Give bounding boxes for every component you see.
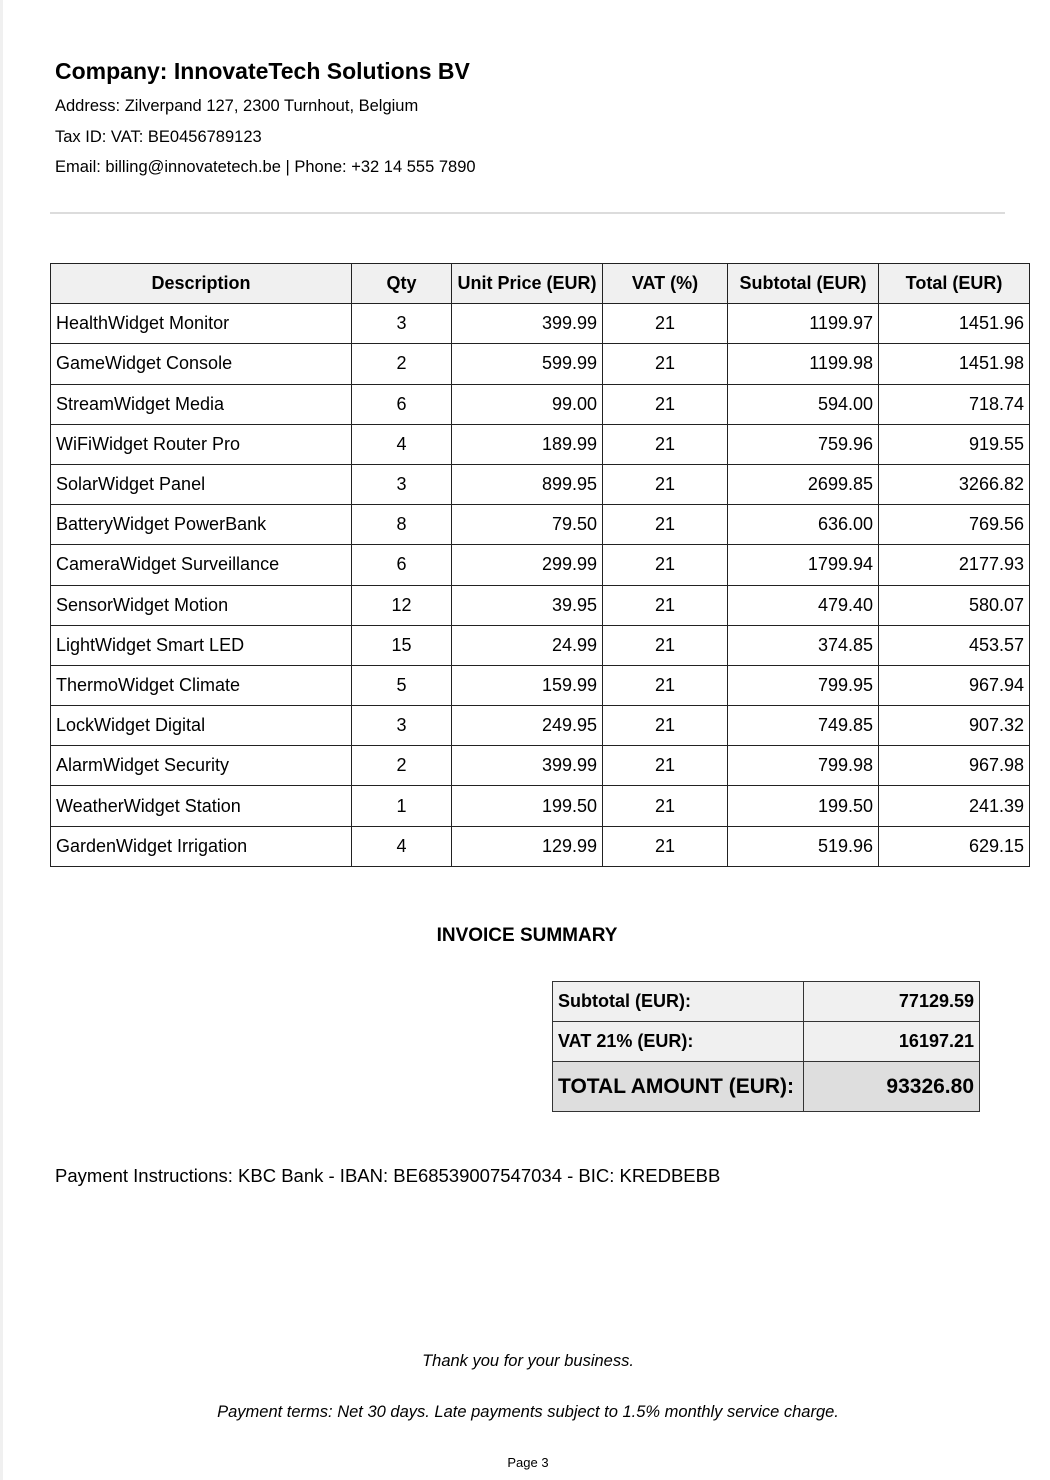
total-label: TOTAL AMOUNT (EUR):	[553, 1062, 804, 1112]
cell-total: 718.74	[879, 384, 1030, 424]
cell-subtotal: 799.95	[728, 665, 879, 705]
cell-vat: 21	[603, 625, 728, 665]
cell-description: ThermoWidget Climate	[51, 665, 352, 705]
cell-vat: 21	[603, 304, 728, 344]
cell-unit-price: 99.00	[452, 384, 603, 424]
cell-description: StreamWidget Media	[51, 384, 352, 424]
cell-qty: 4	[352, 826, 452, 866]
table-row	[51, 746, 1030, 786]
table-row	[51, 424, 1030, 464]
cell-description: BatteryWidget PowerBank	[51, 505, 352, 545]
header-divider	[50, 212, 1005, 214]
total-value: 93326.80	[804, 1062, 980, 1112]
cell-total: 241.39	[879, 786, 1030, 826]
table-row	[51, 826, 1030, 866]
cell-description: GardenWidget Irrigation	[51, 826, 352, 866]
payment-instructions: Payment Instructions: KBC Bank - IBAN: BE68539007547034 - BIC: KREDBEBB	[55, 1165, 721, 1186]
cell-vat: 21	[603, 786, 728, 826]
company-address: Address: Zilverpand 127, 2300 Turnhout, Belgium	[55, 97, 419, 115]
table-row	[51, 585, 1030, 625]
cell-total: 967.98	[879, 746, 1030, 786]
cell-subtotal: 799.98	[728, 746, 879, 786]
vat-label: VAT 21% (EUR):	[553, 1022, 804, 1062]
cell-qty: 3	[352, 464, 452, 504]
cell-description: GameWidget Console	[51, 344, 352, 384]
cell-subtotal: 519.96	[728, 826, 879, 866]
table-row	[51, 706, 1030, 746]
page-edge	[0, 0, 3, 1480]
summary-row-total	[553, 1062, 980, 1112]
cell-vat: 21	[603, 424, 728, 464]
table-row	[51, 545, 1030, 585]
cell-vat: 21	[603, 665, 728, 705]
line-items-table	[50, 263, 1030, 867]
cell-qty: 2	[352, 344, 452, 384]
cell-unit-price: 189.99	[452, 424, 603, 464]
cell-vat: 21	[603, 505, 728, 545]
table-row	[51, 304, 1030, 344]
footer-thanks: Thank you for your business.	[422, 1352, 634, 1370]
cell-description: HealthWidget Monitor	[51, 304, 352, 344]
cell-unit-price: 159.99	[452, 665, 603, 705]
subtotal-label: Subtotal (EUR):	[553, 982, 804, 1022]
table-row	[51, 625, 1030, 665]
cell-unit-price: 24.99	[452, 625, 603, 665]
cell-subtotal: 594.00	[728, 384, 879, 424]
company-header	[55, 56, 476, 188]
header-vat: VAT (%)	[603, 264, 728, 304]
cell-vat: 21	[603, 746, 728, 786]
cell-vat: 21	[603, 585, 728, 625]
cell-vat: 21	[603, 545, 728, 585]
table-row	[51, 464, 1030, 504]
cell-qty: 4	[352, 424, 452, 464]
cell-total: 967.94	[879, 665, 1030, 705]
cell-unit-price: 299.99	[452, 545, 603, 585]
cell-subtotal: 1199.98	[728, 344, 879, 384]
cell-subtotal: 199.50	[728, 786, 879, 826]
cell-unit-price: 399.99	[452, 746, 603, 786]
cell-total: 453.57	[879, 625, 1030, 665]
cell-subtotal: 749.85	[728, 706, 879, 746]
table-row	[51, 665, 1030, 705]
header-description: Description	[51, 264, 352, 304]
cell-qty: 8	[352, 505, 452, 545]
cell-subtotal: 1799.94	[728, 545, 879, 585]
cell-total: 3266.82	[879, 464, 1030, 504]
summary-title: INVOICE SUMMARY	[436, 925, 618, 946]
cell-qty: 6	[352, 545, 452, 585]
cell-vat: 21	[603, 826, 728, 866]
cell-description: SensorWidget Motion	[51, 585, 352, 625]
cell-description: AlarmWidget Security	[51, 746, 352, 786]
cell-total: 2177.93	[879, 545, 1030, 585]
header-qty: Qty	[352, 264, 452, 304]
cell-subtotal: 374.85	[728, 625, 879, 665]
cell-vat: 21	[603, 464, 728, 504]
summary-table	[552, 981, 980, 1112]
subtotal-value: 77129.59	[804, 982, 980, 1022]
footer-payment-terms: Payment terms: Net 30 days. Late payments subject to 1.5% monthly service charge.	[217, 1403, 839, 1421]
company-tax-id: Tax ID: VAT: BE0456789123	[55, 127, 262, 146]
cell-description: WeatherWidget Station	[51, 786, 352, 826]
cell-total: 769.56	[879, 505, 1030, 545]
cell-total: 629.15	[879, 826, 1030, 866]
cell-qty: 5	[352, 665, 452, 705]
cell-unit-price: 79.50	[452, 505, 603, 545]
cell-total: 1451.96	[879, 304, 1030, 344]
cell-qty: 6	[352, 384, 452, 424]
table-row	[51, 384, 1030, 424]
cell-unit-price: 599.99	[452, 344, 603, 384]
cell-vat: 21	[603, 706, 728, 746]
table-row	[51, 505, 1030, 545]
cell-total: 1451.98	[879, 344, 1030, 384]
header-unit-price: Unit Price (EUR)	[452, 264, 603, 304]
header-total: Total (EUR)	[879, 264, 1030, 304]
cell-qty: 3	[352, 706, 452, 746]
company-contact: Email: billing@innovatetech.be | Phone: +32 14 555 7890	[55, 158, 476, 176]
cell-description: LockWidget Digital	[51, 706, 352, 746]
vat-value: 16197.21	[804, 1022, 980, 1062]
cell-subtotal: 479.40	[728, 585, 879, 625]
cell-unit-price: 399.99	[452, 304, 603, 344]
cell-subtotal: 1199.97	[728, 304, 879, 344]
cell-unit-price: 249.95	[452, 706, 603, 746]
cell-subtotal: 636.00	[728, 505, 879, 545]
cell-total: 907.32	[879, 706, 1030, 746]
cell-subtotal: 759.96	[728, 424, 879, 464]
page-number: Page 3	[507, 1455, 549, 1470]
cell-qty: 1	[352, 786, 452, 826]
header-subtotal: Subtotal (EUR)	[728, 264, 879, 304]
cell-qty: 12	[352, 585, 452, 625]
summary-row-vat	[553, 1022, 980, 1062]
cell-subtotal: 2699.85	[728, 464, 879, 504]
cell-vat: 21	[603, 384, 728, 424]
cell-total: 580.07	[879, 585, 1030, 625]
table-row	[51, 786, 1030, 826]
cell-unit-price: 199.50	[452, 786, 603, 826]
cell-unit-price: 39.95	[452, 585, 603, 625]
cell-unit-price: 899.95	[452, 464, 603, 504]
cell-description: WiFiWidget Router Pro	[51, 424, 352, 464]
summary-row-subtotal	[553, 982, 980, 1022]
cell-qty: 3	[352, 304, 452, 344]
cell-qty: 15	[352, 625, 452, 665]
company-name: Company: InnovateTech Solutions BV	[55, 58, 470, 84]
table-body	[51, 304, 1030, 867]
cell-total: 919.55	[879, 424, 1030, 464]
table-header-row	[51, 264, 1030, 304]
cell-qty: 2	[352, 746, 452, 786]
cell-vat: 21	[603, 344, 728, 384]
cell-description: LightWidget Smart LED	[51, 625, 352, 665]
cell-description: CameraWidget Surveillance	[51, 545, 352, 585]
cell-description: SolarWidget Panel	[51, 464, 352, 504]
table-row	[51, 344, 1030, 384]
cell-unit-price: 129.99	[452, 826, 603, 866]
